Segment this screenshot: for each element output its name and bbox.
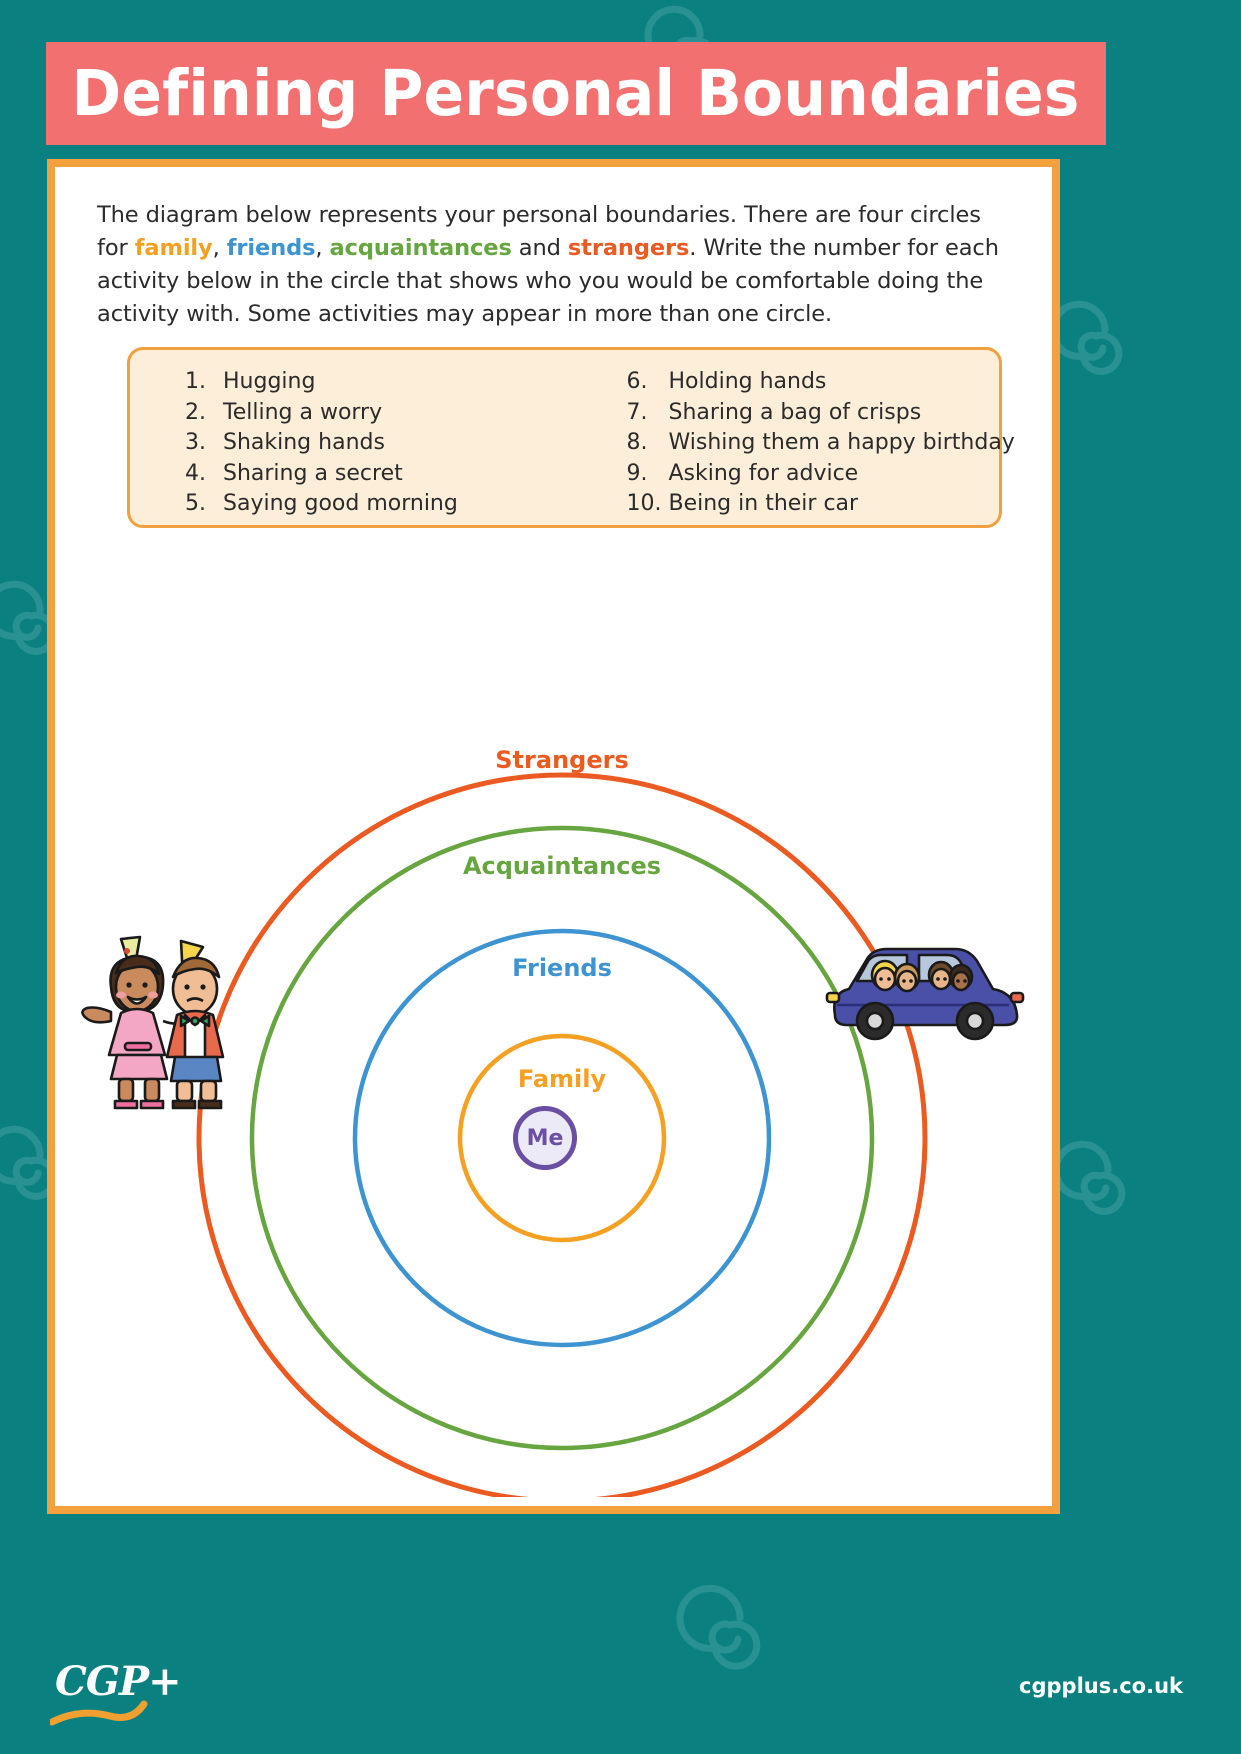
list-item-number: 8. bbox=[626, 430, 648, 455]
intro-sep2: , bbox=[315, 235, 330, 261]
list-item-number: 9. bbox=[626, 460, 648, 486]
ring-label-friends: Friends bbox=[512, 954, 612, 982]
keyword-strangers: strangers bbox=[567, 235, 690, 261]
list-item-label: Saying good morning bbox=[223, 491, 458, 516]
page-title: Defining Personal Boundaries bbox=[71, 57, 1081, 130]
center-me-circle bbox=[513, 1106, 577, 1170]
activity-list-column-left bbox=[130, 367, 565, 525]
list-item-number: 3. bbox=[185, 430, 206, 455]
instructions-part1: The diagram below represents your personal boundaries. There are four circles for bbox=[97, 202, 981, 261]
keyword-family: family bbox=[134, 235, 213, 261]
keyword-friends: friends bbox=[226, 235, 316, 261]
list-item bbox=[627, 398, 1000, 429]
list-item bbox=[185, 459, 565, 490]
list-item-label: Sharing a bag of crisps bbox=[668, 399, 922, 425]
boundaries-diagram bbox=[55, 547, 1052, 1497]
ring-label-family: Family bbox=[517, 1065, 607, 1093]
instructions-paragraph bbox=[97, 199, 1012, 331]
page-footer bbox=[0, 1632, 1241, 1754]
birthday-party-children-illustration bbox=[77, 925, 257, 1110]
list-item-label: Being in their car bbox=[668, 491, 859, 516]
list-item bbox=[185, 428, 565, 459]
intro-sep3: and bbox=[511, 235, 568, 261]
activity-list-panel bbox=[127, 347, 1015, 528]
list-item-number: 6. bbox=[626, 369, 648, 394]
list-item bbox=[185, 398, 565, 429]
list-item bbox=[627, 367, 1000, 398]
center-me-label: Me bbox=[526, 1125, 564, 1151]
list-item bbox=[627, 489, 1000, 520]
ring-label-acquaintances: Acquaintances bbox=[462, 852, 662, 880]
ring-label-strangers: Strangers bbox=[495, 746, 629, 774]
list-item-number: 7. bbox=[626, 399, 648, 425]
list-item-label: Wishing them a happy birthday bbox=[668, 430, 1015, 455]
list-item-number: 2. bbox=[185, 399, 206, 425]
title-banner bbox=[46, 42, 1106, 145]
list-item-number: 10. bbox=[626, 491, 662, 516]
list-item-label: Telling a worry bbox=[223, 399, 383, 425]
list-item bbox=[626, 428, 1015, 459]
list-item bbox=[185, 367, 565, 398]
list-item bbox=[185, 489, 565, 520]
cgp-logo-plus: + bbox=[148, 1658, 181, 1705]
list-item-label: Asking for advice bbox=[668, 460, 859, 486]
list-item-number: 5. bbox=[185, 491, 206, 516]
cgp-swoosh-icon bbox=[50, 1698, 170, 1728]
list-item-label: Sharing a secret bbox=[223, 460, 403, 486]
list-item bbox=[627, 459, 1000, 490]
worksheet-card bbox=[47, 159, 1060, 1514]
list-item-label: Holding hands bbox=[668, 369, 827, 394]
children-in-car-illustration bbox=[823, 929, 1031, 1049]
list-item-label: Shaking hands bbox=[223, 430, 385, 455]
list-item-label: Hugging bbox=[223, 369, 316, 394]
intro-sep1: , bbox=[212, 235, 227, 261]
footer-url: cgpplus.co.uk bbox=[1019, 1674, 1183, 1698]
keyword-acquaintances: acquaintances bbox=[329, 235, 512, 261]
activity-list-column-right bbox=[565, 367, 1015, 525]
instructions-part2: . Write the number for each activity below in the circle that shows who you would be comfortable doing the activity with. Some activities may appear in more than one circle. bbox=[97, 235, 999, 327]
cgp-logo-text: CGP bbox=[55, 1658, 149, 1705]
list-item-number: 1. bbox=[185, 369, 206, 394]
list-item-number: 4. bbox=[185, 460, 206, 486]
